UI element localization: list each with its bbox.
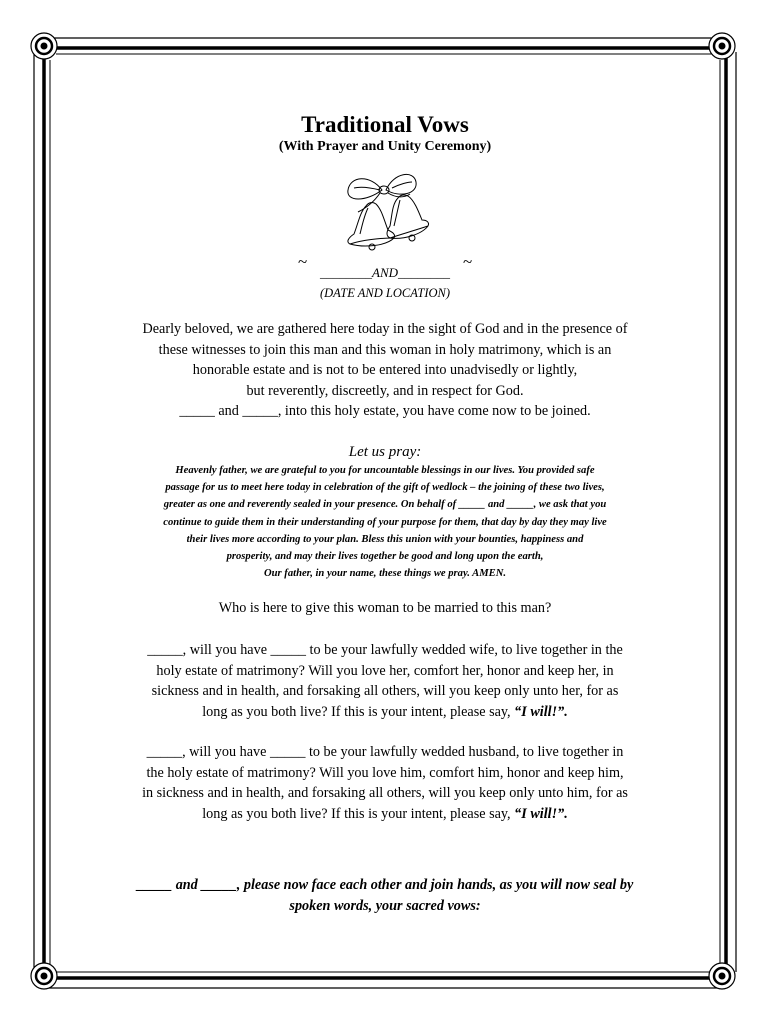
tilde-left: ~ <box>298 252 308 271</box>
join-hands-line: spoken words, your sacred vows: <box>289 897 481 914</box>
corner-ornament-top-right <box>709 33 735 59</box>
prayer-heading: Let us pray: <box>348 444 422 460</box>
bride-vow-paragraph <box>110 742 660 824</box>
groom-vow-line-last <box>110 702 660 723</box>
prayer-line: continue to guide them in their understanding of your purpose for them, that day by day they may live <box>163 516 607 528</box>
prayer-line: their lives more according to your plan. Bless this union with your bounties, happiness and <box>186 533 584 545</box>
give-question: Who is here to give this woman to be married to this man? <box>218 600 552 616</box>
intro-line: Dearly beloved, we are gathered here today in the sight of God and in the presence of <box>142 321 628 337</box>
prayer-line: greater as one and reverently sealed in your presence. On behalf of _____ and _____, we ask that you <box>163 499 607 511</box>
bride-vow-line-last <box>110 804 660 825</box>
corner-ornament-bottom-left <box>31 963 57 989</box>
groom-vow-paragraph <box>110 640 660 722</box>
intro-line: honorable estate and is not to be entered into unadvisedly or lightly, <box>192 362 578 379</box>
prayer-line: passage for us to meet here today in celebration of the gift of wedlock – the joining of these two lives, <box>165 482 605 494</box>
names-line: ________AND________ <box>320 265 450 280</box>
tilde-right: ~ <box>463 252 473 271</box>
join-hands-line: _____ and _____, please now face each other and join hands, as you will now seal by <box>136 877 634 893</box>
date-location: (DATE AND LOCATION) <box>319 286 451 300</box>
groom-vow-line: sickness and in health, and forsaking all others, will you keep only unto her, for as <box>151 683 619 700</box>
document-subtitle: (With Prayer and Unity Ceremony) <box>278 139 492 154</box>
intro-line: _____ and _____, into this holy estate, you have come now to be joined. <box>179 403 591 420</box>
i-will-response: “I will!”. <box>514 703 568 720</box>
prayer-line: prosperity, and may their lives together be good and long upon the earth, <box>226 551 544 563</box>
i-will-response: “I will!”. <box>514 805 568 822</box>
groom-vow-last-text: long as you both live? If this is your intent, please say, <box>202 703 515 720</box>
corner-ornament-top-left <box>31 33 57 59</box>
bride-vow-line: _____, will you have _____ to be your lawfully wedded husband, to live together in <box>146 744 624 760</box>
intro-paragraph <box>100 319 670 422</box>
groom-vow-line: _____, will you have _____ to be your lawfully wedded wife, to live together in the <box>147 642 623 658</box>
prayer-paragraph <box>108 462 662 582</box>
bride-vow-last-text: long as you both live? If this is your intent, please say, <box>202 805 515 822</box>
corner-ornament-bottom-right <box>709 963 735 989</box>
wedding-bells-icon <box>336 168 440 256</box>
prayer-line: Our father, in your name, these things we pray. AMEN. <box>263 568 507 580</box>
prayer-line: Heavenly father, we are grateful to you for uncountable blessings in our lives. You provided safe <box>175 465 595 476</box>
document-title: Traditional Vows <box>301 112 469 137</box>
join-hands-paragraph <box>105 875 665 916</box>
bride-vow-line: in sickness and in health, and forsaking all others, will you keep only unto him, for as <box>142 785 628 802</box>
intro-line: these witnesses to join this man and this woman in holy matrimony, which is an <box>158 341 612 358</box>
groom-vow-line: holy estate of matrimony? Will you love her, comfort her, honor and keep her, in <box>156 662 614 679</box>
intro-line: but reverently, discreetly, and in respect for God. <box>246 382 524 399</box>
bride-vow-line: the holy estate of matrimony? Will you love him, comfort him, honor and keep him, <box>146 764 624 781</box>
